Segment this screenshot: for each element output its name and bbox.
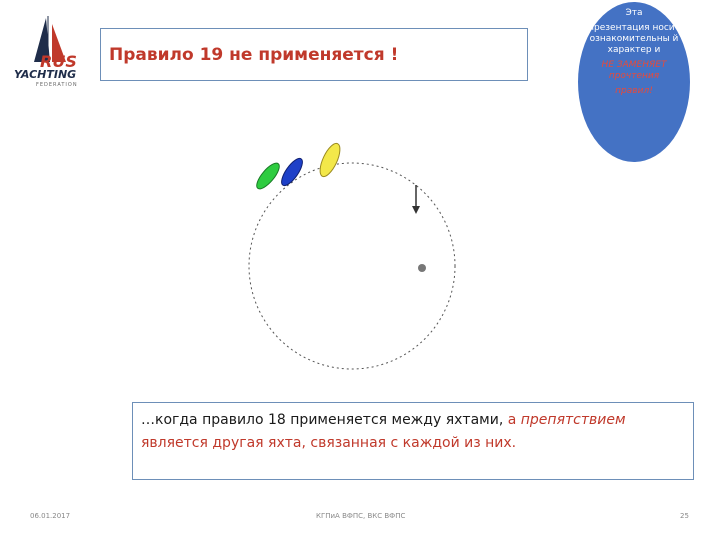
green-boat-icon	[253, 160, 283, 192]
caption-box	[132, 402, 694, 480]
caption-part-3: препятствием	[520, 412, 626, 428]
title-box	[100, 28, 528, 81]
logo-text-rus: RUS	[40, 52, 77, 71]
wind-arrow-head	[412, 206, 420, 214]
blue-boat-icon	[278, 155, 306, 188]
page-title: Правило 19 не применяется !	[109, 44, 399, 65]
notice-line-1: Эта	[625, 8, 643, 18]
notice-badge	[578, 2, 690, 162]
footer-page-number: 25	[680, 512, 689, 520]
footer-date: 06.01.2017	[30, 512, 71, 520]
footer-center: КГПиА ВФПС, ВКС ВФПС	[316, 512, 406, 520]
caption-part-2: а	[507, 412, 517, 428]
logo-text-yachting: YACHTING	[14, 68, 77, 81]
notice-line-3: НЕ ЗАМЕНЯЕТ прочтения	[601, 60, 667, 81]
notice-line-2: презентация носит ознакомительны й характер и	[588, 23, 680, 55]
center-mark-icon	[418, 264, 426, 272]
yellow-boat-icon	[316, 141, 344, 180]
rule-diagram	[240, 130, 460, 370]
notice-line-4: правил!	[615, 86, 653, 96]
logo-text-federation: FEDERATION	[36, 82, 78, 88]
caption-part-1: …когда правило 18 применяется между яхтами,	[141, 412, 508, 428]
caption-part-4: является другая яхта, связанная с каждой из них.	[141, 435, 517, 451]
